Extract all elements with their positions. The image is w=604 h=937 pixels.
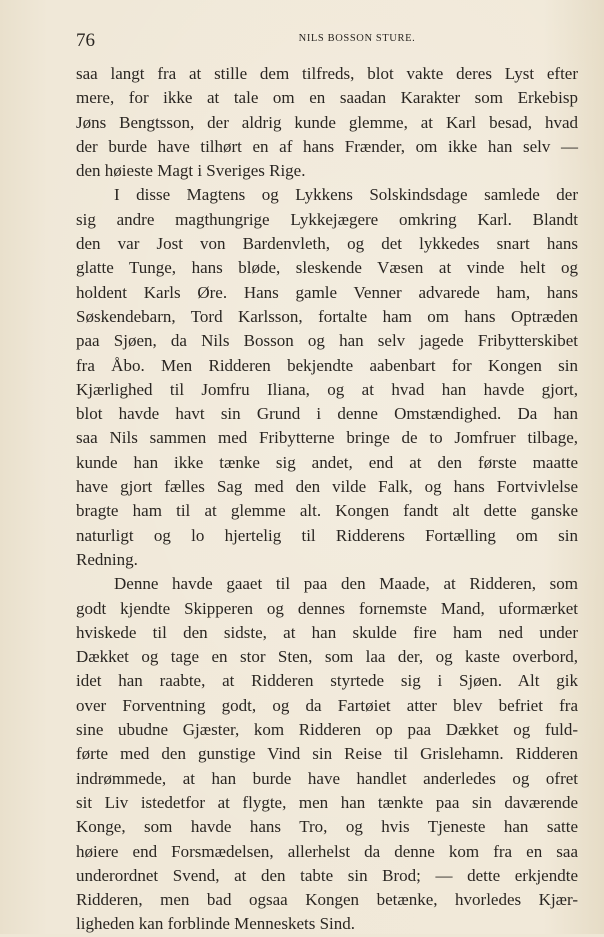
text-line: fra Åbo. Men Ridderen bekjendte aabenbart for Kongen sin	[76, 355, 578, 375]
text-line: Dækket og tage en stor Sten, som laa der, og kaste overbord,	[76, 647, 578, 667]
text-line: idet han raabte, at Ridderen styrtede sig i Sjøen. Alt gik	[76, 671, 578, 691]
text-line: Søskendebarn, Tord Karlsson, fortalte ham om hans Optræden	[76, 306, 578, 326]
text-line: naturligt og lo hjertelig til Ridderens Fortælling om sin	[76, 525, 578, 545]
text-line: sine ubudne Gjæster, kom Ridderen op paa Dækket og fuld-	[76, 720, 578, 740]
text-line: den var Jost von Bardenvleth, og det lykkedes snart hans	[76, 234, 578, 254]
text-line: blot havde havt sin Grund i denne Omstændighed. Da han	[76, 404, 578, 424]
text-line: Ridderen, men bad ogsaa Kongen betænke, hvorledes Kjær-	[76, 890, 578, 910]
text-line: bragte ham til at glemme alt. Kongen fandt alt dette ganske	[76, 501, 578, 521]
text-line: Denne havde gaaet til paa den Maade, at Ridderen, som	[114, 574, 578, 594]
text-line: indrømmede, at han burde have handlet anderledes og ofret	[76, 768, 578, 788]
text-line: holdent Karls Øre. Hans gamle Venner advarede ham, hans	[76, 282, 578, 302]
text-line: have gjort fælles Sag med den vilde Falk, og hans Fortvivlelse	[76, 477, 578, 497]
text-line: høiere end Forsmædelsen, allerhelst da denne kom fra en saa	[76, 841, 578, 861]
text-line: godt kjendte Skipperen og dennes fornemste Mand, uformærket	[76, 598, 578, 618]
text-line: saa Nils sammen med Fribytterne bringe de to Jomfruer tilbage,	[76, 428, 578, 448]
text-line: Kjærlighed til Jomfru Iliana, og at hvad han havde gjort,	[76, 379, 578, 399]
text-line: førte med den gunstige Vind sin Reise til Grislehamn. Ridderen	[76, 744, 578, 764]
body-text	[76, 62, 578, 937]
text-line: glatte Tunge, hans bløde, sleskende Væsen at vinde helt og	[76, 258, 578, 278]
text-line: Redning.	[76, 549, 138, 569]
text-line: hviskede til den sidste, at han skulde fire ham ned under	[76, 622, 578, 642]
page-number: 76	[76, 30, 95, 51]
text-line: saa langt fra at stille dem tilfreds, blot vakte deres Lyst efter	[76, 64, 578, 83]
text-line: Konge, som havde hans Tro, og hvis Tjeneste han satte	[76, 817, 578, 837]
text-line: I disse Magtens og Lykkens Solskindsdage samlede der	[114, 185, 578, 205]
text-line: over Forventning godt, og da Fartøiet atter blev befriet fra	[76, 695, 578, 715]
text-line: sig andre magthungrige Lykkejægere omkring Karl. Blandt	[76, 209, 578, 229]
text-line: der burde have tilhørt en af hans Frænder, om ikke han selv —	[76, 136, 578, 156]
text-line: paa Sjøen, da Nils Bosson og han selv jagede Fribytterskibet	[76, 331, 578, 351]
page-header	[76, 30, 578, 52]
text-line: ligheden kan forblinde Menneskets Sind.	[76, 914, 356, 934]
text-line: Jøns Bengtsson, der aldrig kunde glemme, at Karl besad, hvad	[76, 112, 578, 132]
text-line: kunde han ikke tænke sig andet, end at den første maatte	[76, 452, 578, 472]
text-line: underordnet Svend, at den tabte sin Brod; — dette erkjendte	[76, 865, 578, 885]
text-line: den høieste Magt i Sveriges Rige.	[76, 161, 306, 181]
running-title: NILS BOSSON STURE.	[298, 33, 416, 44]
text-line: mere, for ikke at tale om en saadan Karakter som Erkebisp	[76, 88, 578, 108]
text-line: sit Liv istedetfor at flygte, men han tænkte paa sin daværende	[76, 792, 578, 812]
